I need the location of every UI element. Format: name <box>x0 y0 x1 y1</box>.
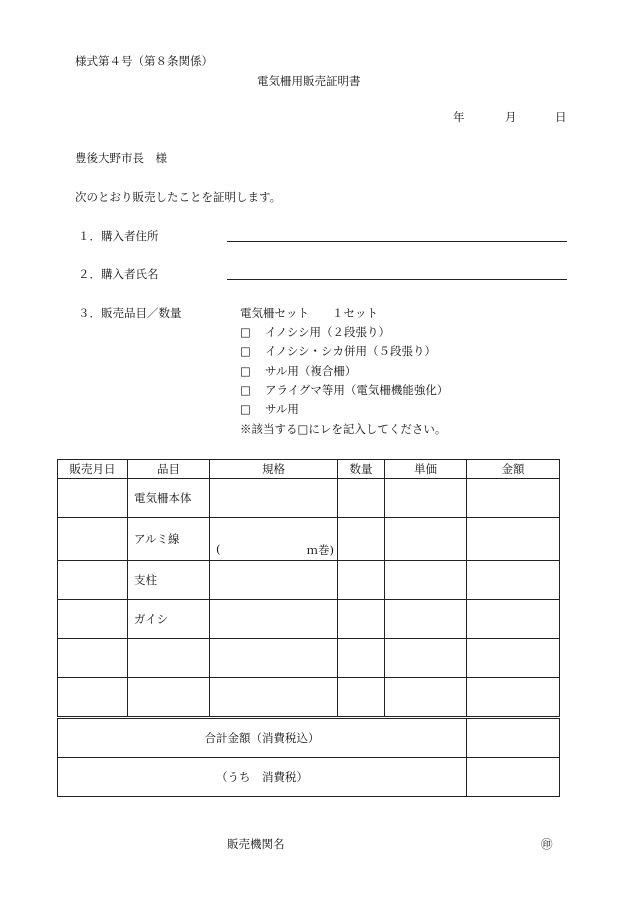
table-header-row <box>58 460 560 479</box>
product-heading: 電気柵セット １セット <box>240 306 378 320</box>
cell-quantity[interactable] <box>338 639 385 678</box>
product-label: ３．販売品目／数量 <box>78 306 182 320</box>
cell-item: ガイシ <box>128 600 210 639</box>
total-row <box>58 718 560 758</box>
date-year: 年 <box>453 110 465 124</box>
spec-open-paren: ( <box>216 542 221 556</box>
cell-spec[interactable] <box>210 600 338 639</box>
cell-amount[interactable] <box>467 639 560 678</box>
cell-spec[interactable] <box>210 561 338 600</box>
table-row <box>58 600 560 639</box>
buyer-address-line[interactable] <box>227 241 567 242</box>
cell-unit-price[interactable] <box>385 600 467 639</box>
header-sale-date: 販売月日 <box>58 460 128 479</box>
option-checkbox-4[interactable]: □ <box>240 383 251 397</box>
cell-item[interactable] <box>128 678 210 718</box>
cell-unit-price[interactable] <box>385 639 467 678</box>
cell-amount[interactable] <box>467 600 560 639</box>
total-amount-cell[interactable] <box>467 718 560 758</box>
cell-spec[interactable] <box>210 639 338 678</box>
seller-label: 販売機関名 <box>227 837 285 851</box>
cell-quantity[interactable] <box>338 561 385 600</box>
cell-sale-date[interactable] <box>58 518 128 561</box>
buyer-name-label: ２．購入者氏名 <box>78 267 159 281</box>
cell-item[interactable] <box>128 639 210 678</box>
cell-quantity[interactable] <box>338 678 385 718</box>
sales-table <box>57 459 560 797</box>
total-label: 合計金額（消費税込） <box>58 718 467 758</box>
cell-quantity[interactable] <box>338 518 385 561</box>
cell-sale-date[interactable] <box>58 639 128 678</box>
option-checkbox-1[interactable]: □ <box>240 325 251 339</box>
cell-amount[interactable] <box>467 518 560 561</box>
cell-amount[interactable] <box>467 561 560 600</box>
cell-spec[interactable] <box>210 518 338 561</box>
cell-amount[interactable] <box>467 678 560 718</box>
cell-unit-price[interactable] <box>385 479 467 518</box>
option-label-1: イノシシ用（２段張り） <box>265 325 391 339</box>
cell-unit-price[interactable] <box>385 561 467 600</box>
table-row <box>58 678 560 718</box>
document-title: 電気柵用販売証明書 <box>257 74 361 88</box>
buyer-address-label: １．購入者住所 <box>78 229 159 243</box>
spec-unit: ｍ巻) <box>306 543 334 557</box>
date-month: 月 <box>505 110 517 124</box>
checkbox-instruction: ※該当する□にレを記入してください。 <box>240 422 447 436</box>
cell-amount[interactable] <box>467 479 560 518</box>
cell-quantity[interactable] <box>338 479 385 518</box>
option-checkbox-3[interactable]: □ <box>240 364 251 378</box>
cell-item: 電気柵本体 <box>128 479 210 518</box>
option-checkbox-2[interactable]: □ <box>240 344 251 358</box>
cell-sale-date[interactable] <box>58 600 128 639</box>
table-row <box>58 639 560 678</box>
header-quantity: 数量 <box>338 460 385 479</box>
table-row <box>58 518 560 561</box>
header-item: 品目 <box>128 460 210 479</box>
cell-item: 支柱 <box>128 561 210 600</box>
cell-unit-price[interactable] <box>385 678 467 718</box>
cell-quantity[interactable] <box>338 600 385 639</box>
form-number: 様式第４号（第８条関係） <box>75 54 213 68</box>
cell-sale-date[interactable] <box>58 678 128 718</box>
buyer-name-line[interactable] <box>227 279 567 280</box>
date-day: 日 <box>555 110 567 124</box>
header-unit-price: 単価 <box>385 460 467 479</box>
statement: 次のとおり販売したことを証明します。 <box>75 190 282 204</box>
cell-unit-price[interactable] <box>385 518 467 561</box>
tax-row <box>58 758 560 797</box>
wire-length-spec <box>216 542 334 556</box>
cell-spec[interactable] <box>210 479 338 518</box>
cell-spec[interactable] <box>210 678 338 718</box>
option-label-4: アライグマ等用（電気柵機能強化） <box>265 383 449 397</box>
table-row <box>58 479 560 518</box>
addressee: 豊後大野市長 様 <box>75 151 167 165</box>
option-label-3: サル用（複合柵） <box>265 364 357 378</box>
seal-mark: ㊞ <box>541 837 553 851</box>
tax-amount-cell[interactable] <box>467 758 560 797</box>
header-spec: 規格 <box>210 460 338 479</box>
option-label-5: サル用 <box>265 402 299 416</box>
option-checkbox-5[interactable]: □ <box>240 402 251 416</box>
cell-sale-date[interactable] <box>58 561 128 600</box>
tax-label: （うち 消費税） <box>58 758 467 797</box>
header-amount: 金額 <box>467 460 560 479</box>
option-label-2: イノシシ・シカ併用（５段張り） <box>265 344 437 358</box>
cell-sale-date[interactable] <box>58 479 128 518</box>
cell-item: アルミ線 <box>128 518 210 561</box>
table-row <box>58 561 560 600</box>
